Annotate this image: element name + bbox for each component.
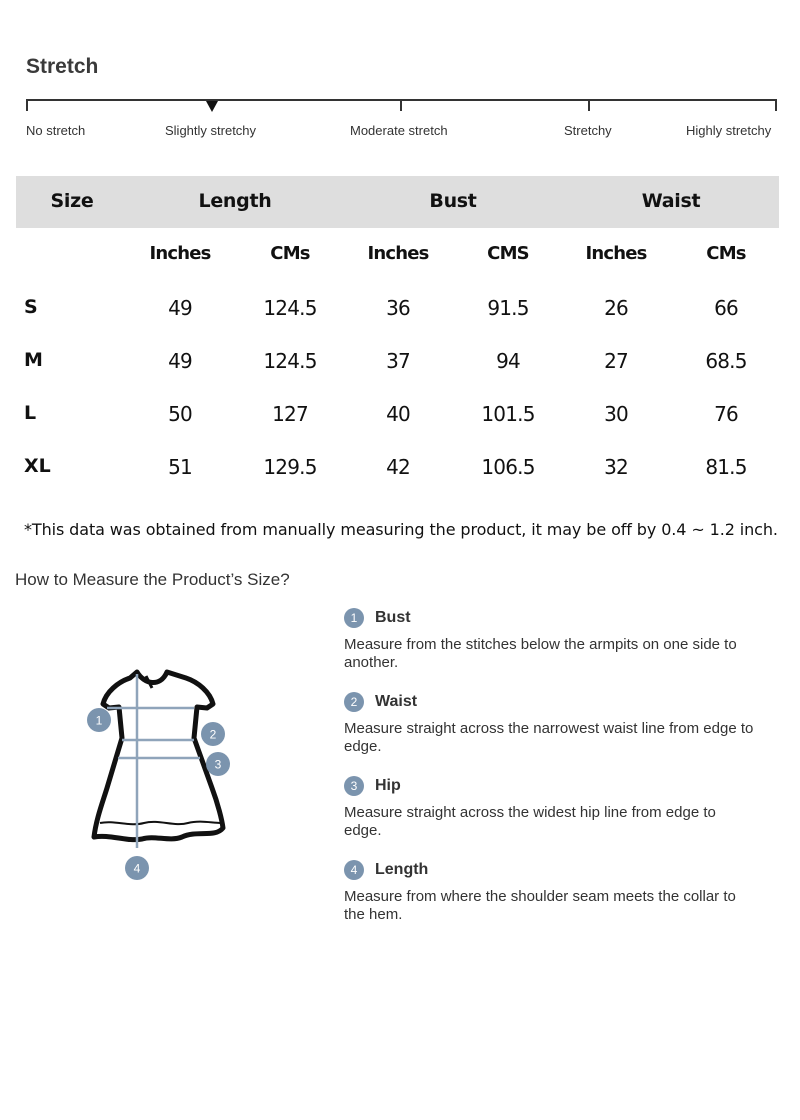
header-length: Length xyxy=(198,190,272,212)
size-label-l: L xyxy=(24,402,37,424)
scale-tick xyxy=(588,99,590,111)
stretch-label-moderate-stretch: Moderate stretch xyxy=(350,123,448,138)
instruction-text: Measure from where the shoulder seam meets the collar to the hem. xyxy=(344,888,736,923)
table-cell: 106.5 xyxy=(481,455,535,479)
instruction-waist xyxy=(344,691,754,756)
size-label-s: S xyxy=(24,296,38,318)
unit-waist-inches: Inches xyxy=(585,243,647,264)
instruction-text: Measure straight across the narrowest waist line from edge to edge. xyxy=(344,720,754,755)
dress-diagram xyxy=(82,660,242,890)
table-cell: 124.5 xyxy=(263,296,317,320)
table-cell: 37 xyxy=(386,349,410,373)
stretch-title: Stretch xyxy=(26,55,99,78)
table-cell: 51 xyxy=(168,455,192,479)
header-size: Size xyxy=(50,190,94,212)
table-cell: 124.5 xyxy=(263,349,317,373)
table-cell: 76 xyxy=(714,402,738,426)
marker-1-icon xyxy=(87,708,111,732)
table-cell: 81.5 xyxy=(705,455,747,479)
header-waist: Waist xyxy=(641,190,701,212)
dress-outline-icon xyxy=(94,672,223,840)
number-2-icon: 2 xyxy=(344,692,364,712)
table-cell: 94 xyxy=(496,349,520,373)
unit-length-cms: CMs xyxy=(270,243,310,264)
measurement-disclaimer: *This data was obtained from manually measuring the product, it may be off by 0.4 ~ 1.2 inch. xyxy=(24,520,778,539)
instruction-title: Length xyxy=(375,861,429,878)
table-cell: 66 xyxy=(714,296,738,320)
stretch-label-stretchy: Stretchy xyxy=(564,123,612,138)
table-cell: 27 xyxy=(604,349,628,373)
svg-text:3: 3 xyxy=(214,757,222,772)
table-cell: 127 xyxy=(272,402,308,426)
size-label-m: M xyxy=(24,349,43,371)
scale-tick xyxy=(26,99,28,111)
svg-text:2: 2 xyxy=(209,727,217,742)
unit-bust-inches: Inches xyxy=(367,243,429,264)
table-cell: 49 xyxy=(168,349,192,373)
header-bust: Bust xyxy=(429,190,477,212)
instruction-title: Hip xyxy=(375,777,401,794)
marker-4-icon xyxy=(125,856,149,880)
table-cell: 26 xyxy=(604,296,628,320)
table-cell: 40 xyxy=(386,402,410,426)
unit-length-inches: Inches xyxy=(149,243,211,264)
unit-waist-cms: CMs xyxy=(706,243,746,264)
instruction-bust xyxy=(344,607,754,672)
table-cell: 50 xyxy=(168,402,192,426)
table-cell: 129.5 xyxy=(263,455,317,479)
table-cell: 30 xyxy=(604,402,628,426)
instruction-title: Bust xyxy=(375,609,411,626)
table-cell: 32 xyxy=(604,455,628,479)
scale-tick xyxy=(400,99,402,111)
unit-bust-cms: CMS xyxy=(487,243,529,264)
scale-tick xyxy=(775,99,777,111)
table-cell: 36 xyxy=(386,296,410,320)
marker-3-icon xyxy=(206,752,230,776)
svg-text:4: 4 xyxy=(133,861,141,876)
stretch-label-no-stretch: No stretch xyxy=(26,123,86,138)
instruction-text: Measure straight across the widest hip line from edge to edge. xyxy=(344,804,716,839)
number-3-icon: 3 xyxy=(344,776,364,796)
table-cell: 101.5 xyxy=(481,402,535,426)
instruction-title: Waist xyxy=(375,693,418,710)
svg-text:1: 1 xyxy=(95,713,103,728)
table-cell: 42 xyxy=(386,455,410,479)
size-label-xl: XL xyxy=(24,455,51,477)
marker-2-icon xyxy=(201,722,225,746)
table-cell: 91.5 xyxy=(487,296,529,320)
measure-heading: How to Measure the Product’s Size? xyxy=(15,570,290,589)
number-4-icon: 4 xyxy=(344,860,364,880)
table-cell: 49 xyxy=(168,296,192,320)
instruction-text: Measure from the stitches below the armpits on one side to another. xyxy=(344,636,737,671)
instruction-hip xyxy=(344,775,754,840)
stretch-label-highly-stretchy: Highly stretchy xyxy=(686,123,772,138)
stretch-label-slightly-stretchy: Slightly stretchy xyxy=(165,123,257,138)
instruction-length xyxy=(344,859,754,924)
stretch-level-marker-icon xyxy=(206,101,218,112)
table-cell: 68.5 xyxy=(705,349,747,373)
number-1-icon: 1 xyxy=(344,608,364,628)
